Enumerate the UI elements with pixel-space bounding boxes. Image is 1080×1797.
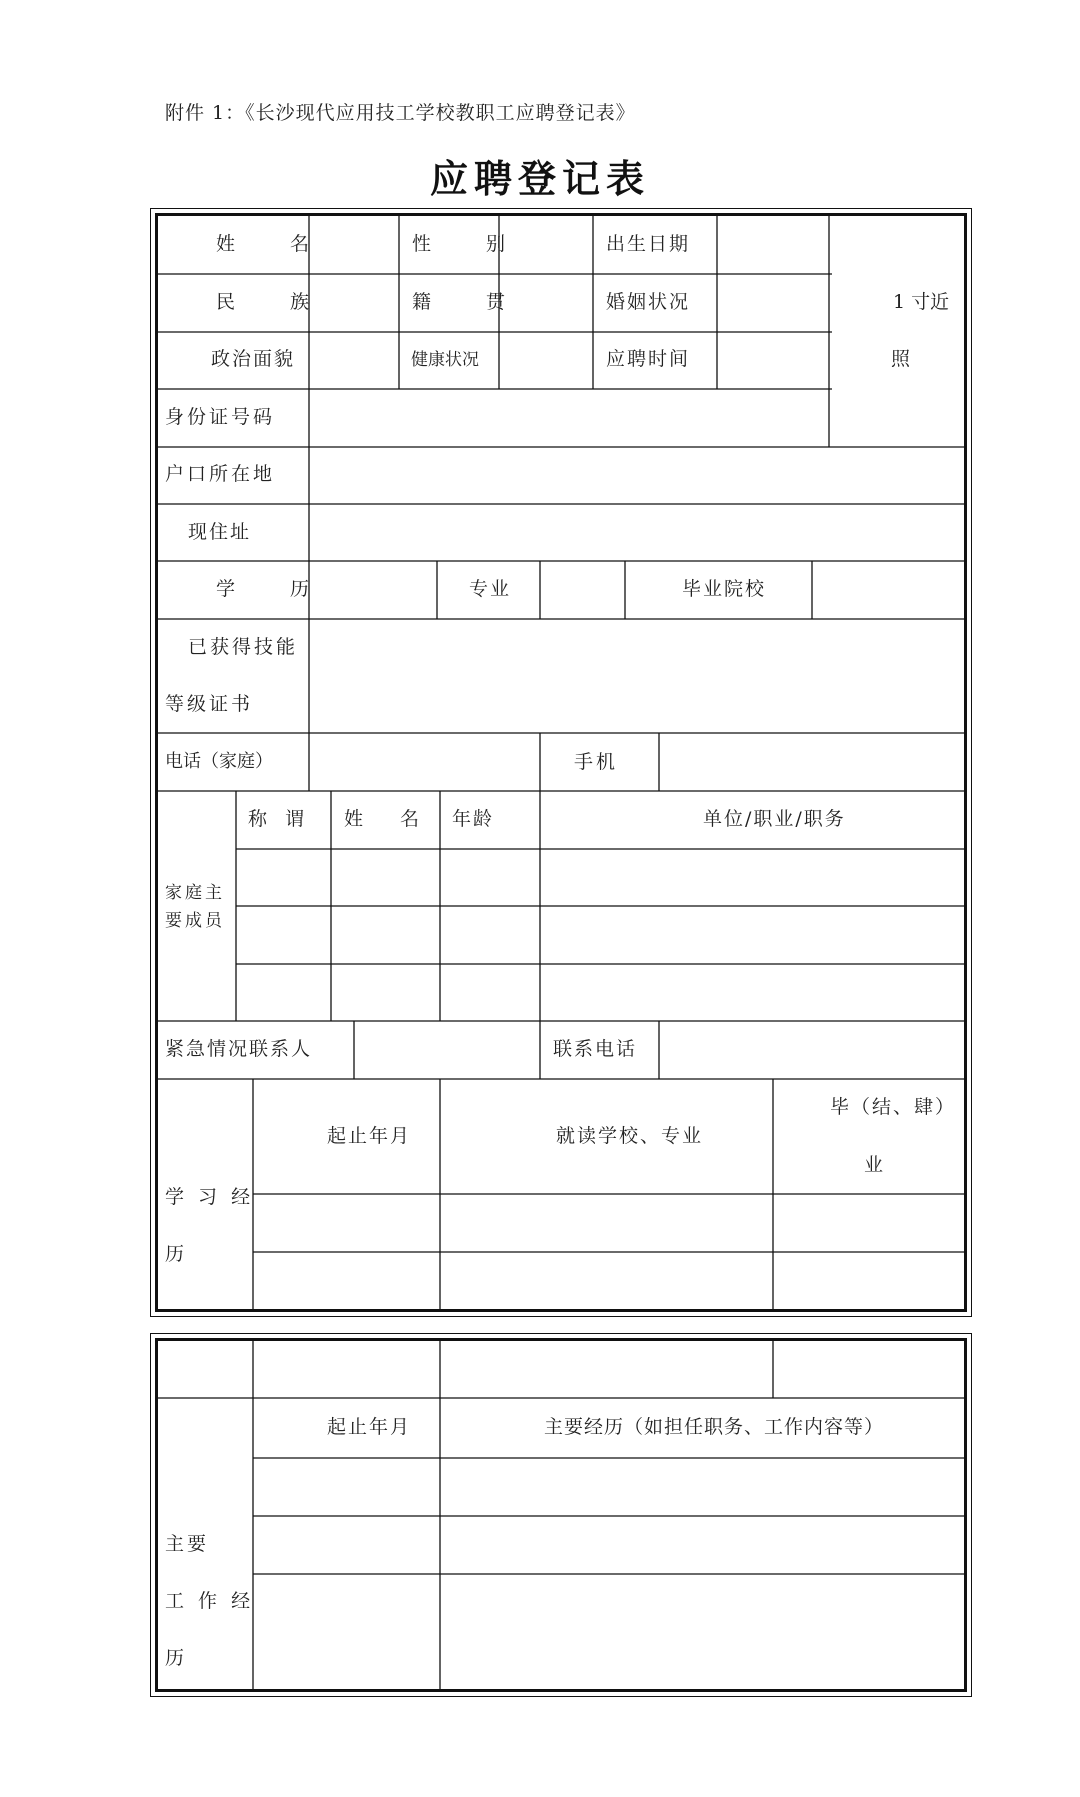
header-grad-status-line2: 业 [864,1154,884,1176]
label-study-line1: 学 习 经 [165,1186,255,1208]
label-health-status: 健康状况 [411,350,479,370]
label-study-line2: 历 [165,1243,185,1265]
header-work-period: 起止年月 [327,1416,412,1438]
label-birth-date: 出生日期 [606,233,691,255]
header-grad-status-line1: 毕（结、肆） [830,1096,957,1118]
photo-label-line2: 照 [891,348,911,370]
label-mobile: 手机 [574,751,619,773]
label-major: 专业 [469,578,512,600]
label-graduated-school: 毕业院校 [682,578,767,600]
photo-label-line1: 1 寸近 [893,291,950,313]
label-contact-phone: 联系电话 [553,1038,638,1060]
label-id-number: 身份证号码 [165,406,276,428]
header-school-major: 就读学校、专业 [556,1125,704,1147]
form-title: 应聘登记表 [429,156,650,201]
label-marital-status: 婚姻状况 [606,291,691,313]
label-political-status: 政治面貌 [211,348,296,370]
label-family-line2: 要成员 [165,911,225,931]
label-gender: 性 别 [412,233,524,255]
header-period: 起止年月 [327,1125,412,1147]
form-frame-bottom [150,1333,972,1697]
label-education: 学 历 [216,578,328,600]
label-current-address: 现住址 [188,521,252,543]
label-home-phone: 电话（家庭） [165,751,273,772]
label-name: 姓 名 [216,233,328,255]
form-frame-top [150,208,972,1317]
header-age: 年龄 [452,808,495,830]
header-work-main: 主要经历（如担任职务、工作内容等） [544,1416,885,1438]
header-member-name: 姓 名 [344,808,429,830]
label-emergency-contact: 紧急情况联系人 [165,1038,313,1060]
label-apply-time: 应聘时间 [606,348,691,370]
label-skill-cert-line2: 等级证书 [165,693,254,715]
label-hukou-location: 户口所在地 [165,463,276,485]
label-work-line3: 历 [165,1647,185,1669]
label-family-line1: 家庭主 [165,883,225,903]
label-work-line2: 工 作 经 [165,1590,255,1612]
header-relation: 称 谓 [248,808,311,830]
label-skill-cert-line1: 已获得技能 [188,636,299,658]
header-employer: 单位/职业/职务 [703,808,846,830]
label-ethnicity: 民 族 [216,291,328,313]
label-native-place: 籍 贯 [412,291,524,313]
attachment-caption: 附件 1：《长沙现代应用技工学校教职工应聘登记表》 [165,102,636,124]
label-work-line1: 主要 [165,1533,210,1555]
